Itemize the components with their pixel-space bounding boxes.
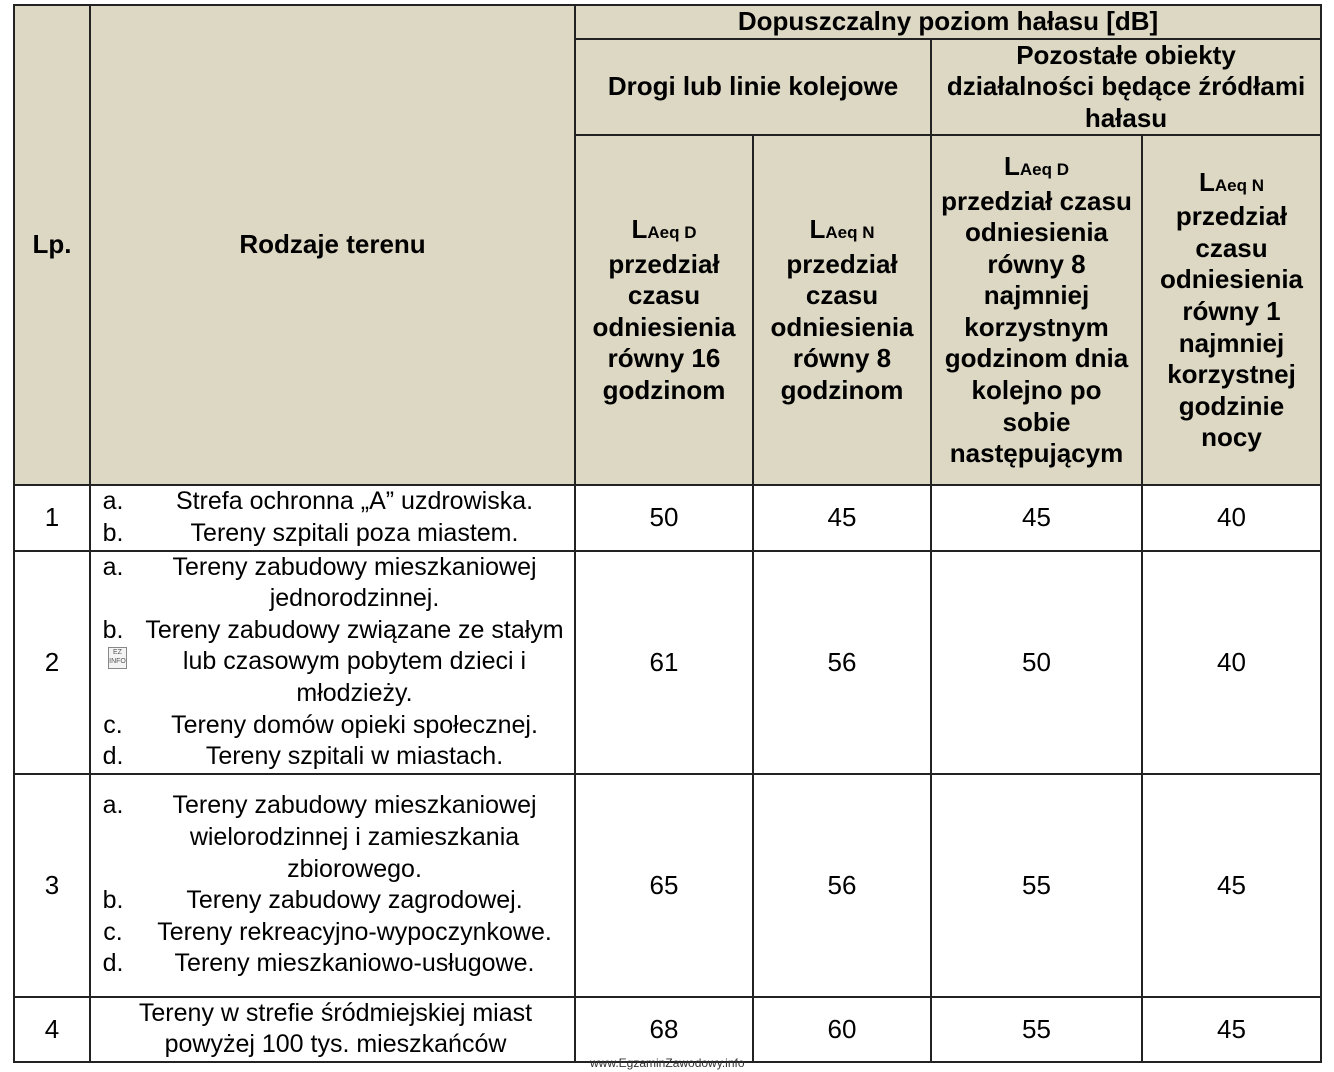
laeq-subscript: Aeq D — [1019, 159, 1069, 179]
laeq-symbol: L — [809, 214, 826, 245]
header-lp: Lp. — [14, 5, 90, 485]
laeq-symbol: L — [1003, 150, 1020, 181]
table-row — [14, 551, 1321, 774]
value-laeq-d-roads: 65 — [575, 774, 753, 997]
table-row — [14, 997, 1321, 1062]
row-description — [90, 774, 575, 997]
row-description — [90, 551, 575, 774]
list-item — [91, 710, 574, 742]
header-other-sources-text: Pozostałe obiekty działalności będące źródłami hałasu — [946, 39, 1306, 133]
header-col-laeq-n-8h — [753, 135, 931, 485]
item-text: Tereny zabudowy związane ze stałym lub czasowym pobytem dzieci i młodzieży. — [145, 615, 564, 707]
header-terrain-types: Rodzaje terenu — [90, 5, 575, 485]
header-noise-level: Dopuszczalny poziom hałasu [dB] — [575, 5, 1321, 39]
header-col-text: przedział czasu odniesienia równy 8 godzinom — [770, 248, 914, 406]
value-laeq-n-roads: 56 — [753, 774, 931, 997]
list-item — [91, 790, 574, 885]
item-letter: b. — [102, 518, 124, 547]
header-col-text: przedział czasu odniesienia równy 8 najmniej korzystnym godzinom dnia kolejno po sobie następującym — [941, 185, 1132, 469]
item-text: Strefa ochronna „A” uzdrowiska. — [175, 487, 534, 516]
list-item — [91, 552, 574, 615]
header-other-sources — [931, 39, 1321, 136]
source-footer: www.EgzaminZawodowy.info — [590, 1056, 745, 1070]
list-item — [91, 885, 574, 917]
item-text: Tereny zabudowy mieszkaniowej jednorodzinnej. — [172, 552, 537, 613]
item-text: Tereny szpitali w miastach. — [205, 742, 504, 771]
row-description — [90, 997, 575, 1062]
value-laeq-d-other: 50 — [931, 551, 1142, 774]
item-letter: a. — [102, 487, 124, 516]
table-row — [14, 485, 1321, 550]
noise-limits-table — [13, 4, 1322, 1063]
item-text: Tereny szpitali poza miastem. — [190, 518, 519, 547]
list-item — [91, 486, 574, 518]
item-letter: c. — [103, 917, 123, 946]
watermark-stamp-icon: EZ INFO — [108, 647, 127, 669]
value-laeq-n-other: 40 — [1142, 551, 1321, 774]
item-text: Tereny zabudowy mieszkaniowej wielorodzinnej i zamieszkania zbiorowego. — [172, 791, 537, 883]
item-letter: d. — [102, 949, 124, 978]
list-item — [91, 917, 574, 949]
value-laeq-d-other: 55 — [931, 774, 1142, 997]
item-text: Tereny domów opieki społecznej. — [171, 710, 538, 739]
item-letter: c. — [103, 710, 123, 739]
value-laeq-n-other: 45 — [1142, 997, 1321, 1062]
value-laeq-d-other: 45 — [931, 485, 1142, 550]
value-laeq-n-roads: 60 — [753, 997, 931, 1062]
list-item — [91, 518, 574, 550]
laeq-subscript: Aeq N — [1214, 175, 1264, 195]
laeq-subscript: Aeq D — [647, 223, 697, 243]
table-row — [14, 774, 1321, 997]
row-lp: 3 — [14, 774, 90, 997]
value-laeq-n-other: 40 — [1142, 485, 1321, 550]
laeq-symbol: L — [1198, 166, 1215, 197]
laeq-symbol: L — [631, 214, 648, 245]
row-description-text: Tereny w strefie śródmiejskiej miast powyżej 100 tys. mieszkańców — [138, 998, 533, 1059]
row-lp: 4 — [14, 997, 90, 1062]
value-laeq-n-other: 45 — [1142, 774, 1321, 997]
item-letter: a. — [102, 552, 124, 581]
header-col-laeq-n-1-least — [1142, 135, 1321, 485]
list-item — [91, 741, 574, 773]
header-col-laeq-d-8-least — [931, 135, 1142, 485]
item-text: Tereny zabudowy zagrodowej. — [186, 886, 523, 915]
laeq-subscript: Aeq N — [825, 223, 875, 243]
header-col-text: przedział czasu odniesienia równy 1 najmniej korzystnej godzinie nocy — [1159, 201, 1304, 453]
list-item — [91, 948, 574, 980]
row-description — [90, 485, 575, 550]
item-text: Tereny mieszkaniowo-usługowe. — [174, 949, 535, 978]
item-text: Tereny rekreacyjno-wypoczynkowe. — [157, 917, 552, 946]
value-laeq-d-roads: 61 — [575, 551, 753, 774]
value-laeq-d-roads: 50 — [575, 485, 753, 550]
value-laeq-n-roads: 56 — [753, 551, 931, 774]
row-lp: 2 — [14, 551, 90, 774]
value-laeq-d-other: 55 — [931, 997, 1142, 1062]
header-col-laeq-d-16h — [575, 135, 753, 485]
value-laeq-n-roads: 45 — [753, 485, 931, 550]
header-roads-railways: Drogi lub linie kolejowe — [575, 39, 931, 136]
item-letter: a. — [102, 791, 124, 820]
list-item — [91, 615, 574, 710]
item-letter: b. — [102, 886, 124, 915]
value-laeq-d-roads: 68 — [575, 997, 753, 1062]
item-letter: d. — [102, 742, 124, 771]
header-col-text: przedział czasu odniesienia równy 16 godzinom — [592, 248, 736, 406]
row-lp: 1 — [14, 485, 90, 550]
item-letter: b. — [102, 615, 124, 644]
